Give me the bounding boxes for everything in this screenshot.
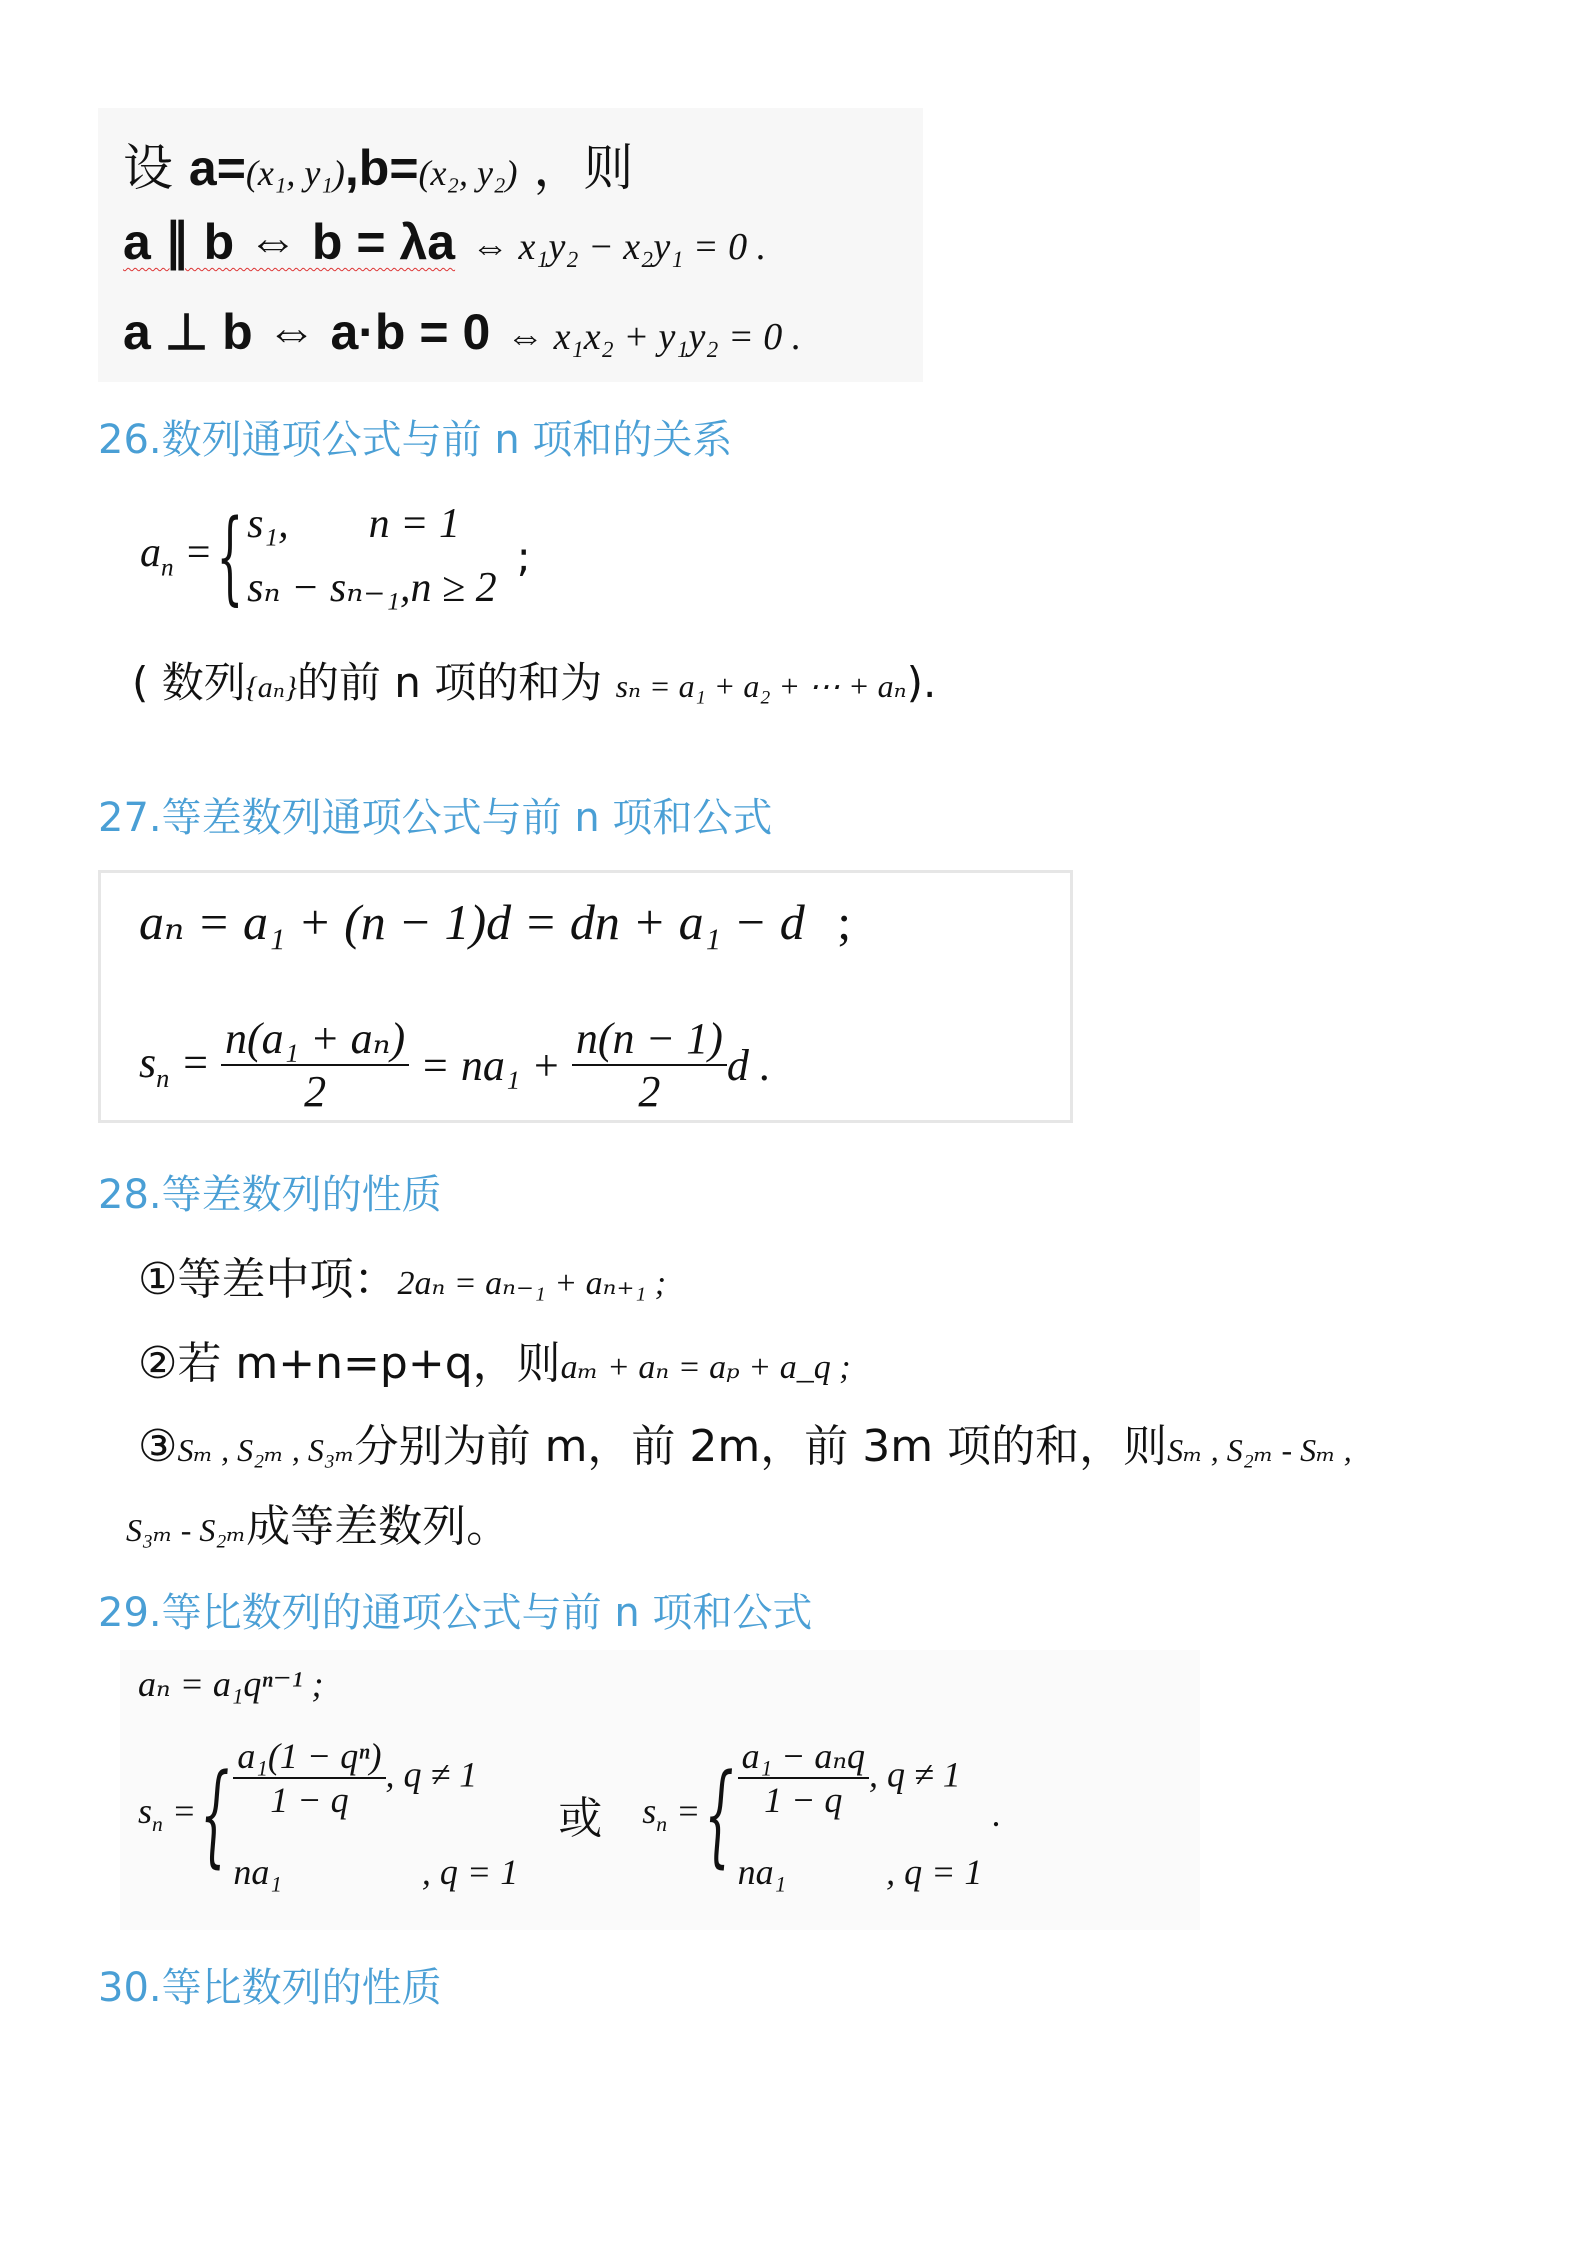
math: ⇔ x₁y₂ − x₂y₁ = 0 . <box>470 226 767 268</box>
text: ③ <box>138 1421 178 1472</box>
semicolon: ; <box>516 531 531 581</box>
numerator: n(n − 1) <box>572 1013 727 1066</box>
section-heading-28: 28.等差数列的性质 <box>98 1172 442 1218</box>
section-heading-26: 26.数列通项公式与前 n 项和的关系 <box>98 417 733 463</box>
math: 2aₙ = aₙ₋₁ + aₙ₊₁ ; <box>397 1265 667 1302</box>
property-item-1 <box>138 1243 666 1307</box>
math: (x₁, y₁) <box>245 153 345 193</box>
cond-2: n ≥ 2 <box>410 565 497 611</box>
or-text: 或 <box>558 1793 603 1844</box>
math: {aₙ} <box>245 671 297 704</box>
text: ①等差中项： <box>138 1254 398 1305</box>
denominator: 1 − q <box>764 1780 843 1820</box>
numerator: a₁(1 − qⁿ) <box>233 1735 385 1779</box>
condition: , q = 1 <box>886 1852 983 1892</box>
math: ⇔ x₁x₂ + y₁y₂ = 0 . <box>506 316 802 358</box>
case: na₁ <box>233 1852 282 1892</box>
case-2: sₙ − sₙ₋₁, <box>247 565 411 611</box>
section-heading-30: 30.等比数列的性质 <box>98 1965 442 2011</box>
text: ). <box>906 658 937 707</box>
text: a <box>188 140 217 196</box>
text: ( 数列 <box>132 658 246 707</box>
arithmetic-general-term <box>139 893 851 951</box>
fraction <box>572 1013 727 1117</box>
math: a ⊥ b ⇔ a·b = 0 <box>123 304 491 360</box>
math: Sₘ , S₂ₘ , S₃ₘ <box>177 1432 355 1468</box>
case-1: s₁, <box>247 501 289 547</box>
sum-note <box>132 650 936 710</box>
text: ，则 <box>533 139 634 197</box>
condition: , q = 1 <box>421 1852 519 1892</box>
denominator: 1 − q <box>270 1780 349 1820</box>
math: sₙ = a₁ + a₂ + ⋯ + aₙ <box>615 668 907 704</box>
property-item-3 <box>138 1410 1352 1474</box>
property-item-2 <box>138 1327 851 1391</box>
denominator: 2 <box>304 1067 327 1116</box>
numerator: n(a₁ + aₙ) <box>221 1013 409 1066</box>
an-piecewise-formula: $a_n$ = { s₁, n = 1 sₙ − sₙ₋₁,n ≥ 2 ; <box>140 497 531 615</box>
case: na₁ <box>737 1852 787 1892</box>
fraction <box>221 1013 409 1117</box>
numerator: a₁ − aₙq <box>738 1735 869 1779</box>
arithmetic-formula-box <box>98 870 1073 1123</box>
period: . <box>992 1794 1002 1834</box>
math: = na₁ + <box>420 1040 561 1090</box>
math: (x₂, y₂) <box>418 153 518 193</box>
denominator: 2 <box>638 1067 661 1116</box>
property-item-3-continued <box>126 1490 510 1554</box>
condition: , q ≠ 1 <box>385 1754 478 1795</box>
vector-line-3 <box>123 303 801 361</box>
geometric-sum-formula: $s_n$ = { $\frac{\text{a₁(1 − qⁿ)}}{1 - q}$ , q ≠ 1 na₁ , q = 1 或 $s_n$ = { $\frac{\text{a₁ − aₙq}}{1 - q}$ , q ≠ 1 na₁ , q = 1 . <box>138 1736 1002 1892</box>
math: aₙ = a₁ + (n − 1)d = dn + a₁ − d <box>139 894 805 950</box>
math: S₃ₘ - S₂ₘ <box>126 1512 247 1548</box>
text: ②若 m+n=p+q，则 <box>138 1338 561 1389</box>
section-heading-27: 27.等差数列通项公式与前 n 项和公式 <box>98 795 773 841</box>
condition: , q ≠ 1 <box>869 1754 961 1795</box>
text: b <box>358 140 390 196</box>
math: Sₘ , S₂ₘ - Sₘ , <box>1167 1432 1352 1468</box>
fraction <box>738 1735 869 1821</box>
text: 成等差数列。 <box>246 1501 511 1552</box>
text: = <box>216 140 246 196</box>
vector-line-1: 设 a=(x₁, y₁),b=(x₂, y₂) ，则 <box>123 139 634 197</box>
math: d . <box>726 1040 771 1090</box>
text: 的前 n 项的和为 <box>296 658 603 707</box>
text: 设 <box>123 139 173 197</box>
text: 分别为前 m，前 2m，前 3m 项的和，则 <box>354 1421 1168 1472</box>
section-heading-29: 29.等比数列的通项公式与前 n 项和公式 <box>98 1590 813 1636</box>
fraction <box>233 1735 385 1821</box>
vector-formula-image <box>98 108 923 382</box>
text: ; <box>837 894 852 950</box>
arithmetic-sum-formula: $s_n$ = $\frac{\text{n(a₁ + aₙ)}}{2}$ = na₁ + $\frac{n(n - 1)}{2}$ d . <box>139 1014 771 1116</box>
math: aₘ + aₙ = aₚ + a_q ; <box>560 1349 851 1386</box>
math: a ∥ b ⇔ b = λa <box>123 214 456 270</box>
cond-1: n = 1 <box>368 501 460 547</box>
geometric-general-term: aₙ = a₁qⁿ⁻¹ ; <box>138 1664 324 1704</box>
vector-line-2 <box>123 213 766 271</box>
text: = <box>389 140 419 196</box>
